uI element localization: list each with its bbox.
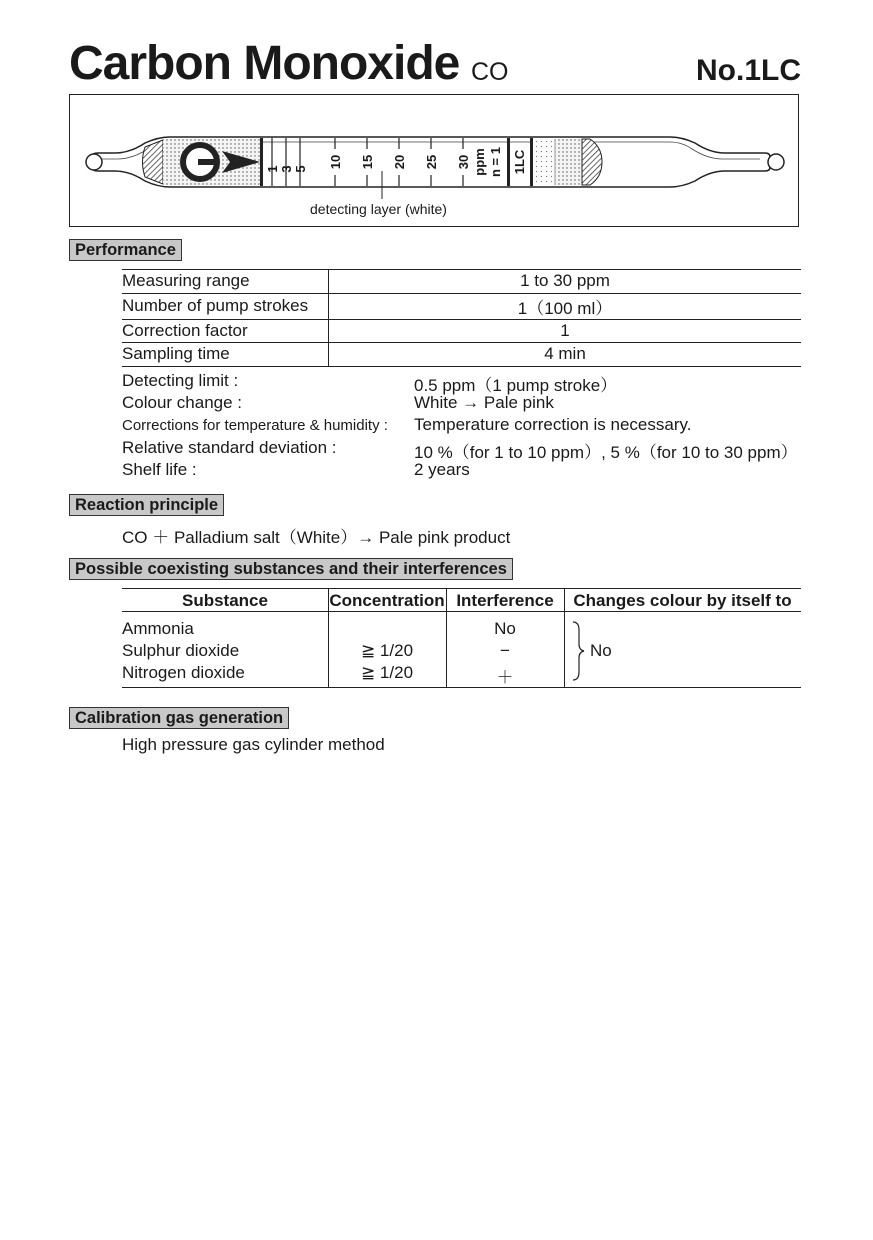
scale-label-25: 25 — [424, 154, 439, 170]
interference-nitrogen-dioxide: ＋ — [496, 668, 514, 687]
shelf-life-value: 2 years — [414, 460, 470, 479]
page-title: Carbon Monoxide — [69, 37, 460, 90]
tube-tip-right — [768, 154, 784, 170]
performance-heading: Performance — [69, 239, 182, 261]
table-row — [122, 319, 801, 343]
tube-tip-left — [86, 154, 102, 170]
col-changes-colour: Changes colour by itself to — [573, 591, 792, 610]
page-header — [69, 36, 801, 92]
correction-factor-value: 1 — [329, 319, 802, 343]
unit-label: ppm — [472, 148, 487, 176]
table-row — [122, 293, 801, 319]
interference-ammonia: No — [494, 619, 516, 638]
post-layer-2 — [555, 139, 582, 185]
concentration-sulphur-dioxide: ≧ 1/20 — [360, 641, 414, 660]
pump-strokes-label: Number of pump strokes — [122, 293, 329, 319]
corrections-label: Corrections for temperature & humidity : — [122, 417, 388, 434]
calibration-text: High pressure gas cylinder method — [122, 735, 385, 754]
scale-label-5: 5 — [293, 165, 308, 173]
reaction-text: CO ＋ Palladium salt（White）→ Pale pink product — [122, 528, 511, 547]
chemical-formula: CO — [471, 58, 509, 86]
sampling-time-label: Sampling time — [122, 343, 329, 367]
substance-sulphur-dioxide: Sulphur dioxide — [122, 641, 240, 660]
corrections-value: Temperature correction is necessary. — [414, 415, 692, 434]
col-substance: Substance — [182, 591, 268, 610]
reaction-heading: Reaction principle — [69, 494, 224, 516]
detecting-limit-label: Detecting limit : — [122, 371, 239, 390]
scale-label-20: 20 — [392, 154, 407, 170]
changes-colour-value: No — [590, 641, 612, 660]
col-interference: Interference — [456, 591, 554, 610]
strokes-label: n = 1 — [488, 147, 503, 177]
rsd-value: 10 %（for 1 to 10 ppm）, 5 %（for 10 to 30 ppm） — [414, 443, 798, 462]
performance-table — [122, 269, 801, 367]
left-plug — [143, 140, 164, 184]
concentration-nitrogen-dioxide: ≧ 1/20 — [360, 663, 414, 682]
brace-icon — [570, 620, 590, 682]
calibration-heading: Calibration gas generation — [69, 707, 289, 729]
scale-label-15: 15 — [360, 154, 375, 170]
pump-strokes-value: 1（100 ml） — [329, 293, 802, 319]
substance-ammonia: Ammonia — [122, 619, 194, 638]
correction-factor-label: Correction factor — [122, 319, 329, 343]
substance-nitrogen-dioxide: Nitrogen dioxide — [122, 663, 245, 682]
table-row — [122, 343, 801, 367]
scale-label-1: 1 — [265, 165, 280, 173]
scale-label-30: 30 — [456, 154, 471, 170]
table-row — [122, 270, 801, 294]
sampling-time-value: 4 min — [329, 343, 802, 367]
detecting-limit-value: 0.5 ppm（1 pump stroke） — [414, 376, 618, 395]
shelf-life-label: Shelf life : — [122, 460, 197, 479]
rsd-label: Relative standard deviation : — [122, 438, 337, 457]
table-header — [122, 588, 801, 612]
tube-code-label: 1LC — [512, 149, 527, 175]
measuring-range-label: Measuring range — [122, 270, 329, 294]
interference-sulphur-dioxide: − — [500, 641, 510, 660]
col-concentration: Concentration — [329, 591, 445, 610]
interferences-heading: Possible coexisting substances and their interferences — [69, 558, 513, 580]
colour-change-label: Colour change : — [122, 393, 243, 412]
tube-illustration — [69, 94, 799, 227]
tube-caption: detecting layer (white) — [310, 201, 447, 217]
post-layer-1 — [533, 139, 555, 185]
tube-code: No.1LC — [696, 54, 801, 87]
colour-change-value: White → Pale pink — [414, 393, 554, 412]
measuring-range-value: 1 to 30 ppm — [329, 270, 802, 294]
scale-label-3: 3 — [279, 165, 294, 173]
scale-label-10: 10 — [328, 154, 343, 170]
